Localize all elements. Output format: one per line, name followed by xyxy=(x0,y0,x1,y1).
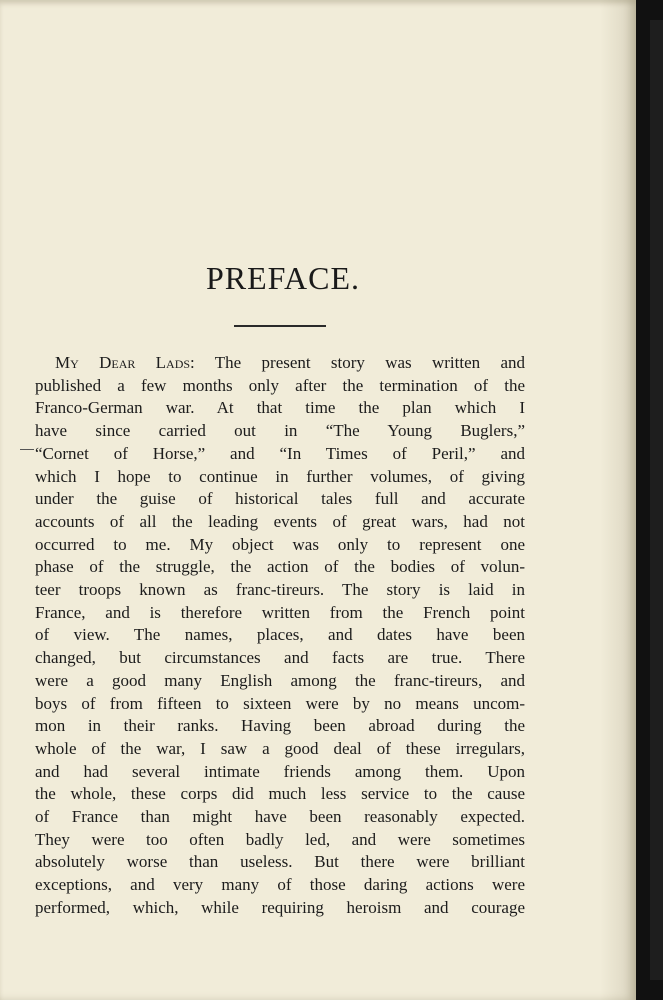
text-line: the whole, these corps did much less service to the cause xyxy=(35,784,525,804)
text-line: They were too often badly led, and were sometimes xyxy=(35,829,525,849)
text-line: mon in their ranks. Having been abroad during the xyxy=(35,716,525,736)
salutation: My Dear Lads: xyxy=(55,353,195,372)
text-line xyxy=(35,352,525,375)
book-cover-edge xyxy=(650,20,663,980)
text-line: accounts of all the leading events of great wars, had not xyxy=(35,511,525,531)
text-line: phase of the struggle, the action of the bodies of volun- xyxy=(35,557,525,577)
text-line: absolutely worse than useless. But there were brilliant xyxy=(35,852,525,872)
text-line: France, and is therefore written from the French point xyxy=(35,602,525,622)
text-line: of France than might have been reasonably expected. xyxy=(35,807,525,827)
page-title: PREFACE. xyxy=(205,260,361,296)
text-line: whole of the war, I saw a good deal of these irregulars, xyxy=(35,738,525,758)
text-line: exceptions, and very many of those daring actions were xyxy=(35,875,525,895)
margin-dash xyxy=(20,449,34,450)
line-0: The present story was written and xyxy=(214,353,525,372)
text-line: boys of from fifteen to sixteen were by no means uncom- xyxy=(35,693,525,713)
text-line: occurred to me. My object was only to represent one xyxy=(35,534,525,554)
text-line: under the guise of historical tales full and accurate xyxy=(35,489,525,509)
text-line: have since carried out in “The Young Buglers,” xyxy=(35,421,525,441)
title-rule xyxy=(234,325,326,327)
text-line: Franco-German war. At that time the plan which I xyxy=(35,398,525,418)
text-line: “Cornet of Horse,” and “In Times of Peril,” and xyxy=(35,443,525,463)
text-line: which I hope to continue in further volumes, of giving xyxy=(35,466,525,486)
text-line: and had several intimate friends among them. Upon xyxy=(35,761,525,781)
page-gutter-shadow xyxy=(600,0,636,1000)
text-line: published a few months only after the termination of the xyxy=(35,375,525,395)
text-line: teer troops known as franc-tireurs. The story is laid in xyxy=(35,580,525,600)
text-line: changed, but circumstances and facts are true. There xyxy=(35,648,525,668)
preface-body xyxy=(35,352,525,920)
text-line: performed, which, while requiring heroism and courage xyxy=(35,897,525,917)
text-line: of view. The names, places, and dates have been xyxy=(35,625,525,645)
text-line: were a good many English among the franc-tireurs, and xyxy=(35,670,525,690)
